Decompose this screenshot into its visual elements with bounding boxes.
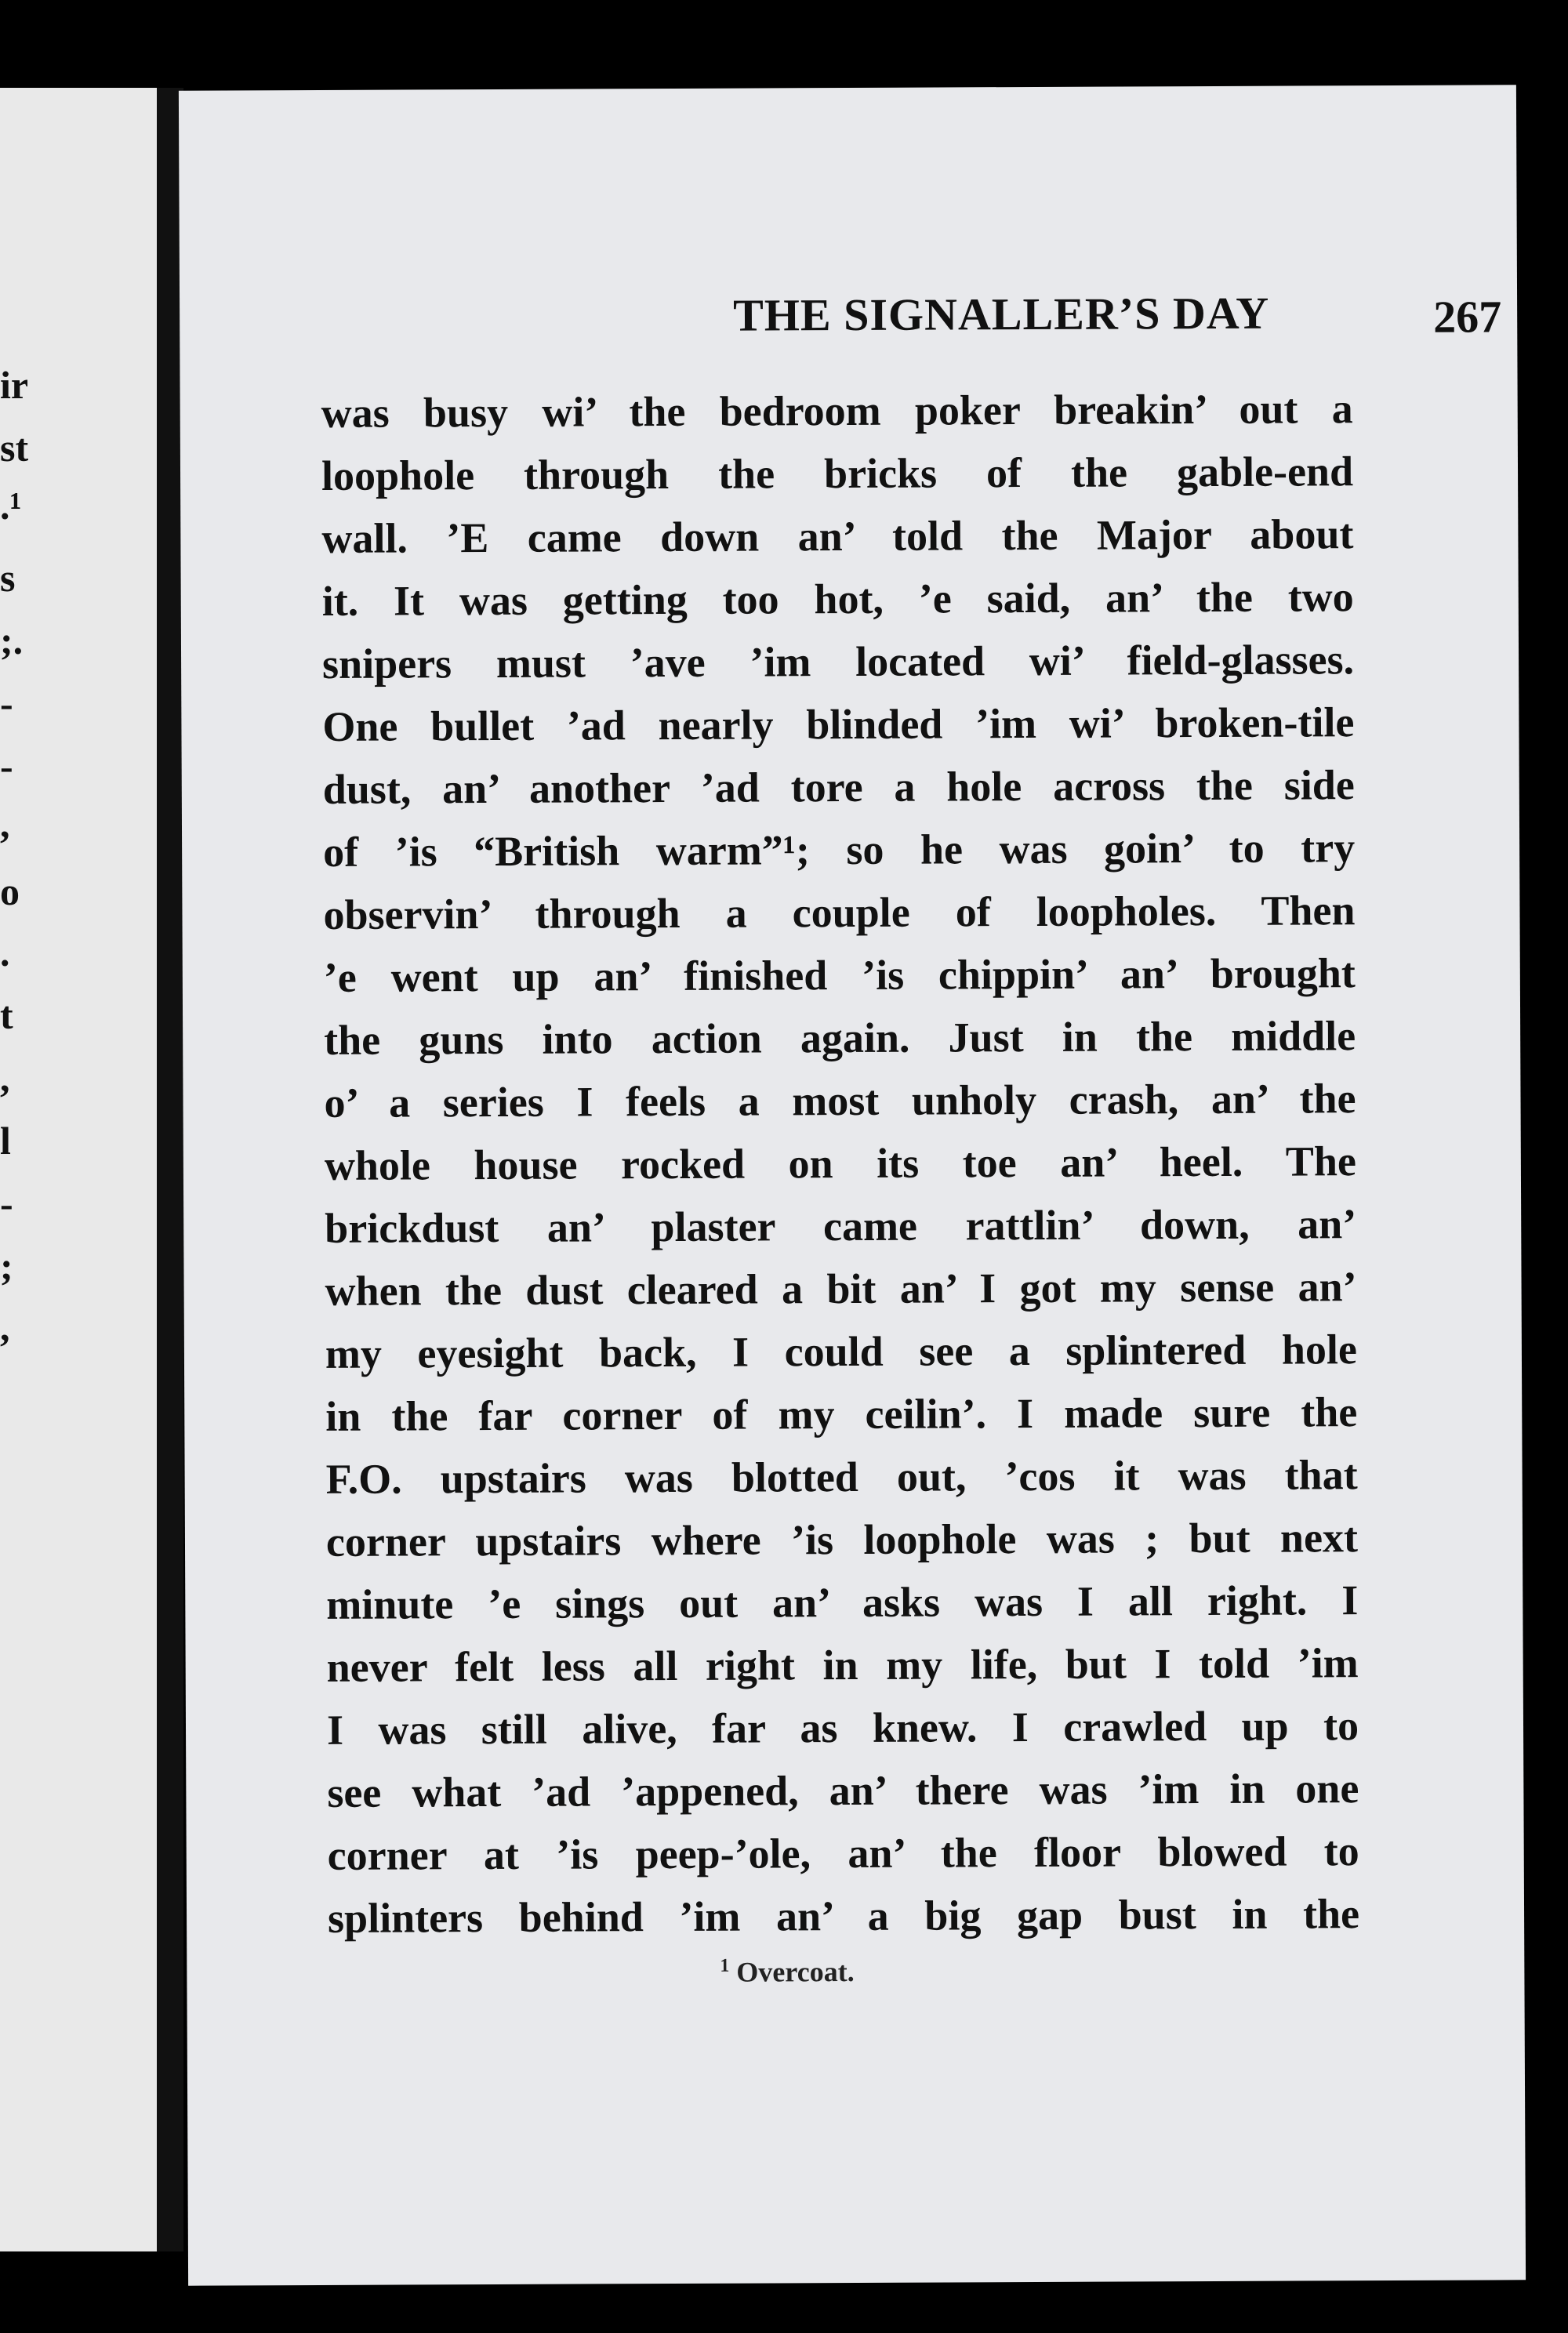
fragment: . bbox=[0, 931, 10, 974]
fragment: o bbox=[0, 869, 20, 913]
fragment: , bbox=[0, 802, 10, 846]
fragment: , bbox=[0, 1305, 10, 1349]
text-line: ’e went up an’ finished ’is chippin’ an’ brought bbox=[323, 949, 1356, 1001]
text-line: observin’ through a couple of loopholes. Then bbox=[323, 887, 1356, 938]
text-line: my eyesight back, I could see a splintered hole bbox=[325, 1326, 1358, 1377]
text-line: corner upstairs where ’is loophole was ; but next bbox=[325, 1514, 1359, 1566]
text-line: wall. ’E came down an’ told the Major about bbox=[321, 510, 1354, 562]
text-line: minute ’e sings out an’ asks was I all right. I bbox=[326, 1576, 1359, 1628]
running-head bbox=[545, 285, 1501, 352]
text-line: of ’is “British warm”¹; so he was goin’ to try bbox=[323, 824, 1356, 876]
fragment: t bbox=[0, 993, 13, 1037]
fragment: st bbox=[0, 426, 29, 470]
text-line: see what ’ad ’appened, an’ there was ’im in one bbox=[327, 1765, 1359, 1816]
text-line: in the far corner of my ceilin’. I made sure the bbox=[325, 1388, 1358, 1440]
body-text bbox=[321, 377, 1360, 1950]
footnote-marker: 1 bbox=[720, 1955, 730, 1976]
text-line: splinters behind ’im an’ a big gap bust in the bbox=[327, 1890, 1360, 1942]
text-line: it. It was getting too hot, ’e said, an’ the two bbox=[321, 573, 1354, 625]
page-number: 267 bbox=[1433, 291, 1502, 343]
fragment: ; bbox=[0, 1244, 13, 1288]
fragment: l bbox=[0, 1119, 11, 1163]
text-line: corner at ’is peep-’ole, an’ the floor blowed to bbox=[327, 1827, 1359, 1879]
text-line: dust, an’ another ’ad tore a hole across the side bbox=[322, 761, 1355, 813]
fragment: .¹ bbox=[0, 484, 22, 528]
fragment: s bbox=[0, 556, 16, 600]
fragment: , bbox=[0, 1056, 10, 1100]
fragment: - bbox=[0, 1181, 13, 1225]
text-line: loophole through the bricks of the gable-end bbox=[321, 448, 1354, 499]
text-line: F.O. upstairs was blotted out, ’cos it was that bbox=[325, 1451, 1358, 1503]
footnote-text: Overcoat. bbox=[736, 1955, 855, 1988]
running-title: THE SIGNALLER’S DAY bbox=[733, 287, 1270, 341]
text-line: when the dust cleared a bit an’ I got my sense an’ bbox=[325, 1263, 1357, 1315]
book-page bbox=[179, 85, 1526, 2285]
text-line: the guns into action again. Just in the middle bbox=[324, 1012, 1356, 1064]
previous-page-edge bbox=[0, 88, 157, 2251]
fragment: ;. bbox=[0, 619, 24, 662]
fragment: - bbox=[0, 744, 13, 788]
text-line: snipers must ’ave ’im located wi’ field-glasses. bbox=[321, 636, 1355, 688]
text-line: whole house rocked on its toe an’ heel. The bbox=[324, 1137, 1357, 1189]
text-line: I was still alive, far as knew. I crawled up to bbox=[326, 1702, 1359, 1754]
text-line: One bullet ’ad nearly blinded ’im wi’ broken-tile bbox=[322, 698, 1355, 750]
text-line: never felt less all right in my life, but I told ’im bbox=[326, 1639, 1359, 1691]
fragment: ir bbox=[0, 363, 29, 407]
text-line: o’ a series I feels a most unholy crash, an’ the bbox=[324, 1075, 1356, 1127]
fragment: - bbox=[0, 681, 13, 725]
footnote bbox=[720, 1955, 854, 1989]
text-line: was busy wi’ the bedroom poker breakin’ out a bbox=[321, 385, 1353, 437]
text-line: brickdust an’ plaster came rattlin’ down, an’ bbox=[325, 1200, 1357, 1252]
